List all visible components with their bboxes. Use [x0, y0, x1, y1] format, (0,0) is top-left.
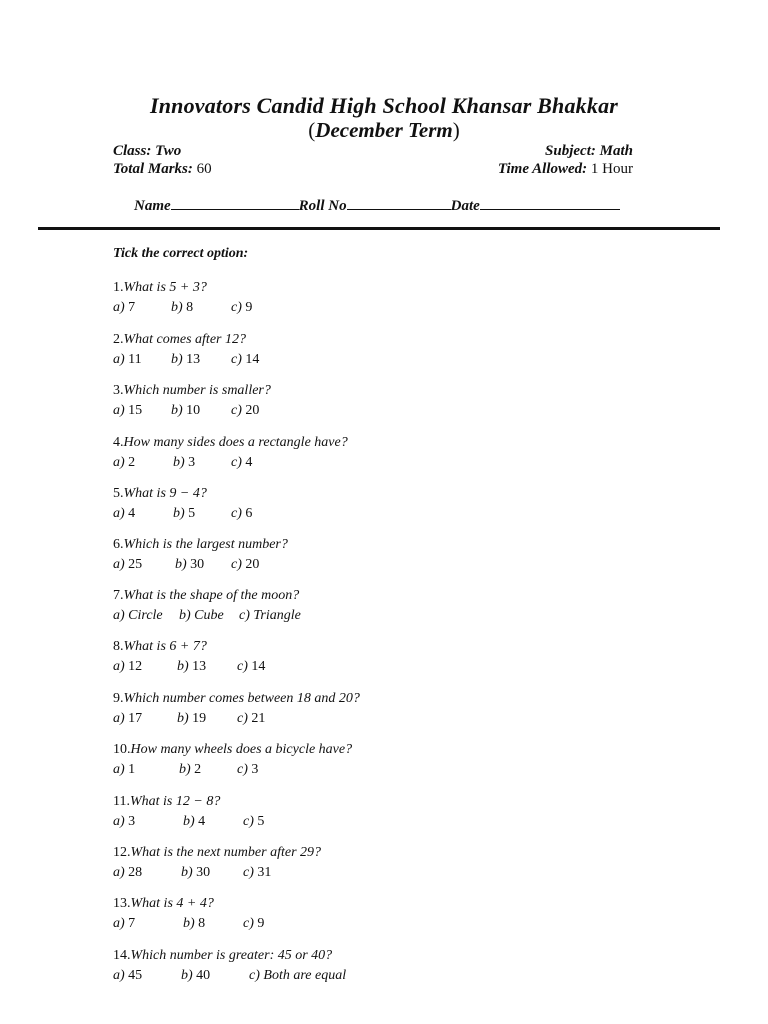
option-a[interactable]	[113, 401, 171, 421]
question-number: 14.	[113, 948, 131, 963]
option-value: Triangle	[253, 608, 301, 623]
option-value: 6	[245, 506, 253, 521]
option-value: 2	[194, 762, 202, 777]
options-row	[113, 606, 673, 626]
option-b[interactable]	[177, 657, 237, 677]
question-text-line	[113, 894, 673, 914]
option-letter: b)	[175, 557, 191, 572]
question-text-line	[113, 433, 673, 453]
option-letter: c)	[231, 352, 246, 367]
question-text: Which is the largest number?	[123, 537, 288, 552]
options-row	[113, 401, 673, 421]
options-row	[113, 914, 673, 934]
option-value: 40	[196, 968, 211, 983]
option-letter: a)	[113, 455, 129, 470]
subject-info: Subject: Math	[545, 143, 633, 159]
class-label: Class	[113, 143, 147, 159]
subject-value: Math	[599, 143, 633, 159]
options-row	[113, 966, 673, 986]
option-value: 7	[128, 916, 136, 931]
option-a[interactable]	[113, 863, 181, 883]
option-value: Both are equal	[263, 968, 347, 983]
option-c[interactable]	[243, 812, 283, 832]
question-10	[113, 740, 673, 780]
question-2	[113, 330, 673, 370]
option-c[interactable]	[237, 657, 277, 677]
option-letter: a)	[113, 506, 129, 521]
meta-row-marks-time	[113, 161, 633, 178]
question-number: 9.	[113, 691, 124, 706]
question-12	[113, 843, 673, 883]
option-c[interactable]	[249, 966, 369, 986]
option-value: 13	[192, 659, 207, 674]
option-letter: b)	[179, 608, 195, 623]
option-value: 14	[245, 352, 260, 367]
option-value: 28	[128, 865, 143, 880]
marks-info: Total Marks: 60	[113, 161, 212, 177]
question-5	[113, 484, 673, 524]
option-c[interactable]	[231, 504, 271, 524]
option-value: 30	[190, 557, 205, 572]
question-number: 7.	[113, 588, 124, 603]
question-number: 6.	[113, 537, 124, 552]
option-value: 5	[188, 506, 196, 521]
option-a[interactable]	[113, 453, 173, 473]
option-a[interactable]	[113, 657, 177, 677]
question-text-line	[113, 330, 673, 350]
header-divider	[38, 227, 720, 230]
question-number: 2.	[113, 332, 124, 347]
time-label: Time Allowed	[497, 161, 583, 177]
options-row	[113, 709, 673, 729]
option-value: 4	[198, 814, 206, 829]
marks-label: Total Marks	[113, 161, 188, 177]
term-line	[0, 118, 768, 143]
option-value: 12	[128, 659, 143, 674]
option-a[interactable]	[113, 812, 183, 832]
option-c[interactable]	[243, 914, 283, 934]
option-letter: b)	[173, 506, 189, 521]
question-number: 13.	[113, 896, 131, 911]
option-value: 9	[257, 916, 265, 931]
option-letter: a)	[113, 865, 129, 880]
option-a[interactable]	[113, 504, 173, 524]
question-11	[113, 792, 673, 832]
option-c[interactable]	[237, 760, 277, 780]
question-text-line	[113, 535, 673, 555]
question-8	[113, 637, 673, 677]
option-value: 2	[128, 455, 136, 470]
question-7	[113, 586, 673, 626]
option-value: 19	[192, 711, 207, 726]
option-letter: b)	[183, 814, 199, 829]
option-letter: c)	[237, 711, 252, 726]
option-b[interactable]	[181, 966, 249, 986]
marks-value: 60	[196, 161, 212, 177]
option-letter: a)	[113, 403, 129, 418]
meta-row-class-subject	[113, 143, 633, 160]
question-text: Which number is greater: 45 or 40?	[130, 948, 333, 963]
option-b[interactable]	[173, 504, 231, 524]
option-value: 5	[257, 814, 265, 829]
option-value: 14	[251, 659, 266, 674]
question-text-line	[113, 946, 673, 966]
option-value: Cube	[194, 608, 224, 623]
option-b[interactable]	[183, 914, 243, 934]
question-text: Which number is smaller?	[123, 383, 271, 398]
school-name: Innovators Candid High School Khansar Bhakkar	[149, 93, 619, 118]
option-value: 45	[128, 968, 143, 983]
option-letter: c)	[249, 968, 264, 983]
option-value: 20	[245, 403, 260, 418]
option-letter: c)	[243, 916, 258, 931]
option-letter: c)	[237, 762, 252, 777]
option-letter: a)	[113, 814, 129, 829]
option-value: 3	[251, 762, 259, 777]
question-text-line	[113, 843, 673, 863]
option-letter: c)	[231, 403, 246, 418]
option-c[interactable]	[231, 555, 271, 575]
option-letter: b)	[171, 403, 187, 418]
question-text-line	[113, 278, 673, 298]
option-b[interactable]	[179, 606, 239, 626]
option-b[interactable]	[171, 401, 231, 421]
option-letter: b)	[181, 968, 197, 983]
name-blank[interactable]	[171, 197, 299, 210]
question-text-line	[113, 381, 673, 401]
class-value: Two	[155, 143, 182, 159]
question-number: 3.	[113, 383, 124, 398]
option-c[interactable]	[231, 453, 271, 473]
option-letter: b)	[181, 865, 197, 880]
class-info: Class: Two	[113, 143, 182, 159]
question-14	[113, 946, 673, 986]
term-open-paren: (	[308, 118, 316, 142]
option-letter: b)	[171, 352, 187, 367]
question-1	[113, 278, 673, 318]
option-letter: c)	[237, 659, 252, 674]
option-c[interactable]	[237, 709, 277, 729]
option-letter: a)	[113, 916, 129, 931]
option-letter: b)	[171, 300, 187, 315]
option-letter: c)	[231, 506, 246, 521]
option-value: 20	[245, 557, 260, 572]
question-text-line	[113, 586, 673, 606]
option-c[interactable]	[243, 863, 283, 883]
option-a[interactable]	[113, 350, 171, 370]
question-3	[113, 381, 673, 421]
option-value: 3	[188, 455, 196, 470]
question-text: How many sides does a rectangle have?	[123, 435, 348, 450]
option-value: 17	[128, 711, 143, 726]
option-value: 21	[251, 711, 266, 726]
question-text: How many wheels does a bicycle have?	[130, 742, 353, 757]
option-value: Circle	[128, 608, 163, 623]
time-value: 1 Hour	[590, 161, 633, 177]
option-letter: c)	[243, 814, 258, 829]
option-value: 7	[128, 300, 136, 315]
option-letter: b)	[183, 916, 199, 931]
option-b[interactable]	[171, 350, 231, 370]
option-value: 15	[128, 403, 143, 418]
question-text: What comes after 12?	[123, 332, 246, 347]
option-b[interactable]	[183, 812, 243, 832]
option-letter: a)	[113, 608, 129, 623]
question-number: 8.	[113, 639, 124, 654]
option-a[interactable]	[113, 914, 183, 934]
option-b[interactable]	[181, 863, 243, 883]
option-letter: b)	[179, 762, 195, 777]
option-a[interactable]	[113, 555, 175, 575]
question-text: What is 5 + 3?	[123, 280, 207, 295]
option-letter: a)	[113, 711, 129, 726]
question-number: 10.	[113, 742, 131, 757]
roll-blank[interactable]	[347, 197, 451, 210]
question-number: 1.	[113, 280, 124, 295]
options-row	[113, 812, 673, 832]
question-text-line	[113, 637, 673, 657]
options-row	[113, 555, 673, 575]
question-number: 12.	[113, 845, 131, 860]
option-value: 10	[186, 403, 201, 418]
option-b[interactable]	[177, 709, 237, 729]
option-letter: c)	[231, 557, 246, 572]
question-text: What is the shape of the moon?	[123, 588, 300, 603]
options-row	[113, 863, 673, 883]
options-row	[113, 760, 673, 780]
option-value: 4	[245, 455, 253, 470]
option-a[interactable]	[113, 760, 179, 780]
option-letter: b)	[177, 659, 193, 674]
option-a[interactable]	[113, 606, 179, 626]
option-c[interactable]	[231, 298, 271, 318]
option-value: 4	[128, 506, 136, 521]
option-value: 3	[128, 814, 136, 829]
term-name: December Term	[315, 118, 453, 142]
question-number: 11.	[113, 794, 130, 809]
option-value: 8	[186, 300, 194, 315]
question-number: 5.	[113, 486, 124, 501]
date-blank[interactable]	[480, 197, 620, 210]
question-text: What is 12 − 8?	[129, 794, 221, 809]
option-b[interactable]	[175, 555, 231, 575]
question-text-line	[113, 484, 673, 504]
option-letter: c)	[239, 608, 254, 623]
question-9	[113, 689, 673, 729]
option-value: 30	[196, 865, 211, 880]
option-b[interactable]	[179, 760, 237, 780]
option-letter: a)	[113, 968, 129, 983]
option-letter: a)	[113, 557, 129, 572]
option-value: 1	[128, 762, 136, 777]
options-row	[113, 453, 673, 473]
option-value: 8	[198, 916, 206, 931]
subject-label: Subject	[545, 143, 591, 159]
option-value: 9	[245, 300, 253, 315]
question-text: Which number comes between 18 and 20?	[123, 691, 360, 706]
option-letter: a)	[113, 762, 129, 777]
instruction: Tick the correct option:	[113, 246, 249, 261]
question-4	[113, 433, 673, 473]
option-value: 25	[128, 557, 143, 572]
question-13	[113, 894, 673, 934]
date-label: Date	[450, 198, 480, 214]
option-letter: b)	[173, 455, 189, 470]
question-text-line	[113, 689, 673, 709]
question-text: What is 6 + 7?	[123, 639, 207, 654]
question-6	[113, 535, 673, 575]
option-letter: c)	[243, 865, 258, 880]
question-text: What is 4 + 4?	[130, 896, 214, 911]
option-value: 31	[257, 865, 272, 880]
time-info: Time Allowed: 1 Hour	[497, 161, 633, 177]
question-text: What is the next number after 29?	[130, 845, 322, 860]
question-number: 4.	[113, 435, 124, 450]
option-letter: c)	[231, 300, 246, 315]
option-b[interactable]	[173, 453, 231, 473]
option-a[interactable]	[113, 709, 177, 729]
roll-label: Roll No	[298, 198, 347, 214]
option-c[interactable]	[231, 350, 271, 370]
student-info-line	[134, 197, 654, 215]
option-letter: b)	[177, 711, 193, 726]
option-value: 11	[128, 352, 142, 367]
question-text-line	[113, 740, 673, 760]
option-letter: a)	[113, 300, 129, 315]
option-c[interactable]	[231, 401, 271, 421]
question-text-line	[113, 792, 673, 812]
option-letter: a)	[113, 352, 129, 367]
option-letter: c)	[231, 455, 246, 470]
option-letter: a)	[113, 659, 129, 674]
option-value: 13	[186, 352, 201, 367]
option-c[interactable]	[239, 606, 319, 626]
option-a[interactable]	[113, 966, 181, 986]
name-label: Name	[134, 198, 171, 214]
options-row	[113, 504, 673, 524]
option-b[interactable]	[171, 298, 231, 318]
question-text: What is 9 − 4?	[123, 486, 207, 501]
options-row	[113, 298, 673, 318]
term-close-paren: )	[452, 118, 460, 142]
options-row	[113, 350, 673, 370]
options-row	[113, 657, 673, 677]
option-a[interactable]	[113, 298, 171, 318]
